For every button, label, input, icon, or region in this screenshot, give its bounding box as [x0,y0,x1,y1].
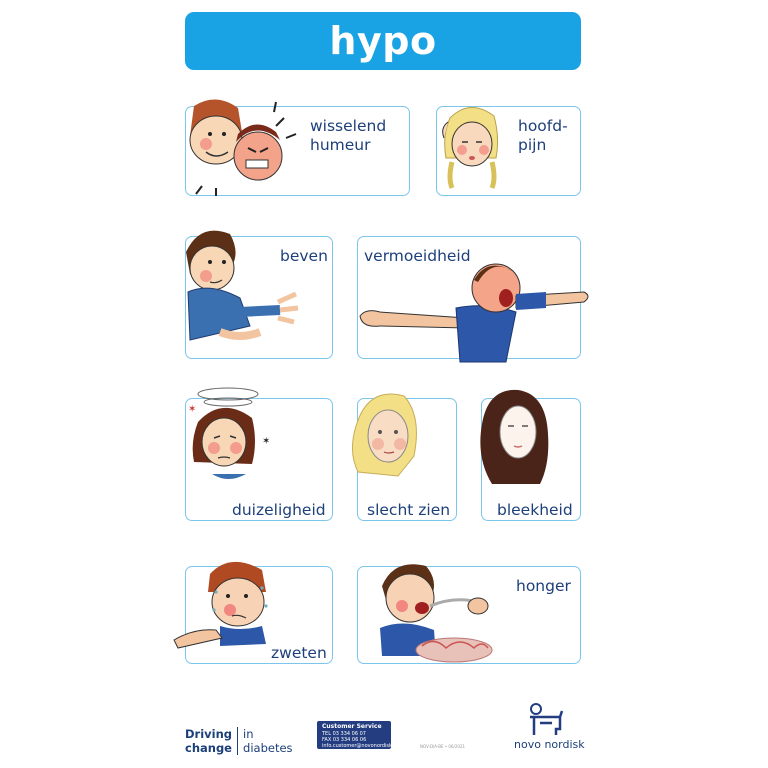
label-hoofdpijn: hoofd- pijn [518,117,568,154]
customer-service-box [317,721,405,749]
label-duizeligheid: duizeligheid [232,501,326,519]
label-beven: beven [280,247,328,265]
label-honger: honger [516,577,571,595]
logo-driving: Driving [185,727,233,741]
novo-nordisk-wordmark: novo nordisk [514,738,585,751]
logo-diabetes: diabetes [243,741,293,755]
document-code: NOV-DIA-BE • 06/2021 [420,744,466,749]
title-banner [185,12,581,70]
headache-illustration [436,98,506,194]
customer-service-contacts: TEL 03 334 06 07 FAX 03 334 06 06 info.customer@novonordisk.com [322,731,405,749]
mood-swing-illustration [176,96,306,200]
blurred-vision-illustration [348,386,428,486]
svg-text:✶: ✶ [262,436,271,447]
trembling-illustration [180,222,300,352]
label-wisselend-humeur: wisselend humeur [310,117,387,154]
logo-in: in [243,727,254,741]
label-slecht-zien: slecht zien [367,501,451,519]
fatigue-illustration [356,252,596,364]
logo-change: change [185,741,232,755]
novo-nordisk-bull-icon [526,703,564,737]
label-bleekheid: bleekheid [497,501,573,519]
driving-change-logo [185,727,293,755]
paleness-illustration [474,384,556,490]
page-title: hypo [329,19,437,63]
svg-text:✶: ✶ [188,404,197,415]
sweating-illustration [170,552,290,658]
label-vermoeidheid: vermoeidheid [364,247,471,265]
dizziness-illustration [182,382,282,492]
label-zweten: zweten [271,644,327,662]
customer-service-title: Customer Service [322,723,382,730]
hunger-illustration [374,556,504,666]
